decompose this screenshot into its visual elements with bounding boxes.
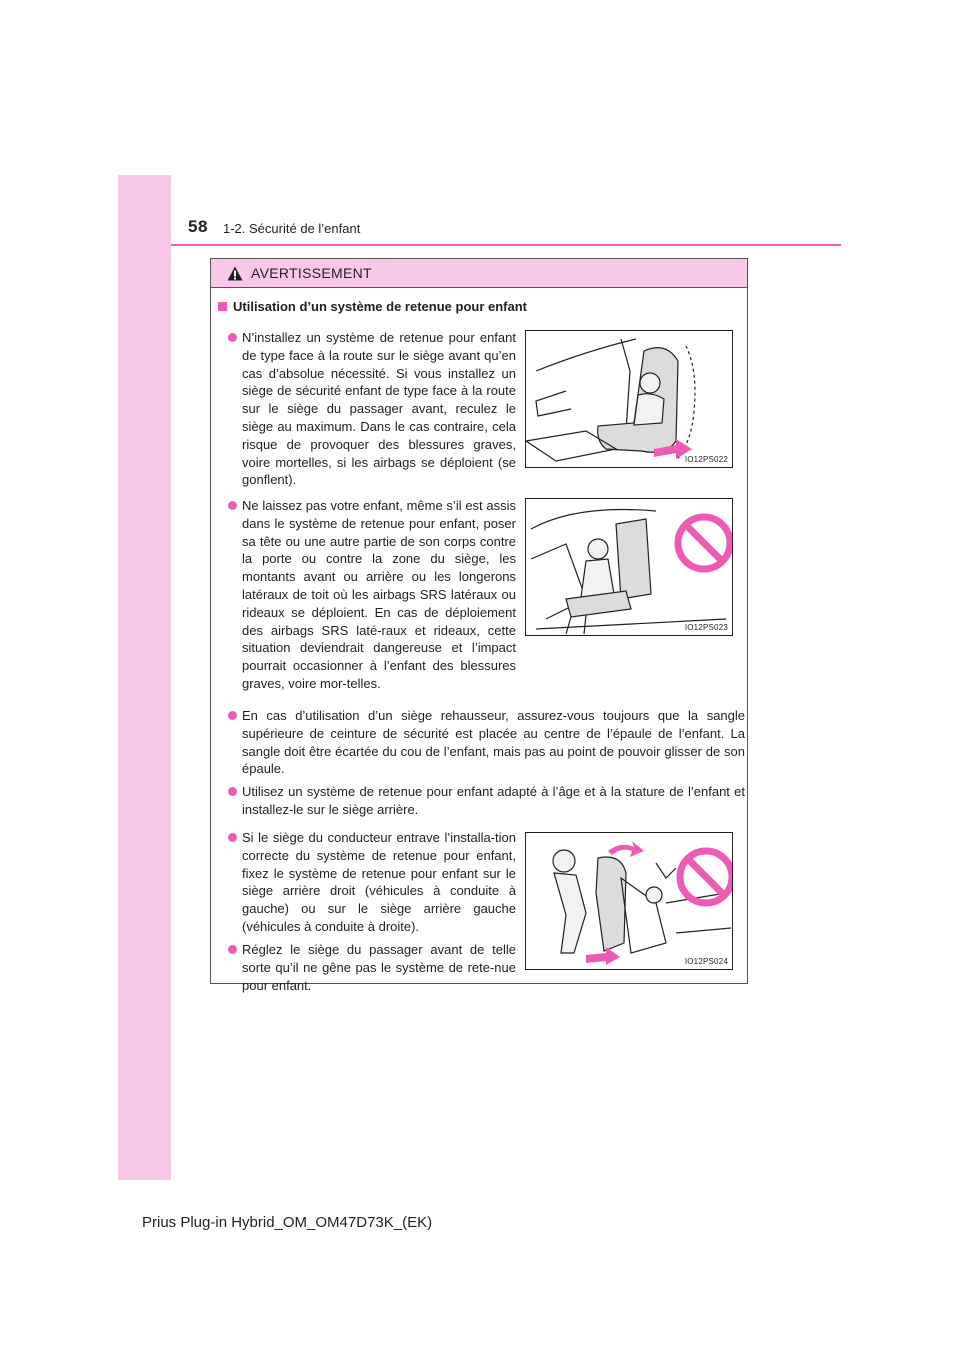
- bullet-dot-icon: [228, 787, 237, 796]
- bullet-text: Ne laissez pas votre enfant, même s’il est assis dans le système de retenue pour enfant, poser sa tête ou une autre partie de son corps contre la porte ou contre la zone du siège, les montants avant ou arrière ou les longerons latéraux de toit où les airbags SRS latéraux ou rideaux se déploient. En cas de déploiement des airbags SRS laté-raux et rideaux, cette situation deviendrait dangereuse et l’impact pourrait occasionner à l’enfant des blessures graves, voire mor-telles.: [242, 498, 516, 691]
- bullet-item: [225, 941, 516, 994]
- bullet-item: [225, 783, 745, 819]
- bullet-dot-icon: [228, 501, 237, 510]
- warning-header: [211, 259, 747, 288]
- warning-subheading: [218, 299, 527, 314]
- header-rule: [171, 244, 841, 246]
- subheading-text: Utilisation d’un système de retenue pour enfant: [233, 299, 527, 314]
- square-bullet-icon: [218, 302, 227, 311]
- figure-forward-facing-seat: [525, 330, 733, 468]
- warning-triangle-icon: [227, 266, 243, 281]
- bullet-dot-icon: [228, 945, 237, 954]
- bullet-text: Utilisez un système de retenue pour enfant adapté à l’âge et à la stature de l’enfant et installez-le sur le siège arrière.: [242, 784, 745, 817]
- bullet-text: Réglez le siège du passager avant de telle sorte qu’il ne gêne pas le système de rete-nue pour enfant.: [242, 942, 516, 993]
- seat-adjust-illustration: [526, 833, 732, 969]
- section-title: 1-2. Sécurité de l’enfant: [223, 221, 361, 236]
- child-seat-front-illustration: [526, 331, 732, 467]
- bullet-item: [225, 329, 516, 489]
- figure-code: IO12PS023: [684, 623, 728, 632]
- bullet-item: [225, 707, 745, 778]
- side-tab-band: [118, 175, 171, 1180]
- figure-adjust-front-seat: [525, 832, 733, 970]
- page-number: 58: [188, 217, 208, 236]
- bullet-text: Si le siège du conducteur entrave l’installa-tion correcte du système de retenue pour enfant, fixez le système de retenue pour enfant sur le siège arrière droit (véhicules à conduite à gauche) ou sur le siège arrière gauche (véhicules à conduite à droite).: [242, 830, 516, 934]
- child-booster-illustration: [526, 499, 732, 635]
- bullet-dot-icon: [228, 833, 237, 842]
- warning-box: [210, 258, 748, 993]
- bullet-text: En cas d’utilisation d’un siège rehausseur, assurez-vous toujours que la sangle supérieure de ceinture de sécurité est placée au centre de l’épaule de l’enfant. La sangle doit être écartée du cou de l’enfant, mais pas au point de pouvoir glisser de son épaule.: [242, 708, 745, 777]
- figure-code: IO12PS024: [684, 957, 728, 966]
- bullet-dot-icon: [228, 711, 237, 720]
- bullet-text: N’installez un système de retenue pour enfant de type face à la route sur le siège avant qu’en cas d’absolue nécessité. Si vous installez un siège de sécurité enfant de type face à la route sur le siège du passager avant, reculez le siège au maximum. Dans le cas contraire, cela risque de provoquer des blessures graves, voire mortelles, si les airbags se déploient (se gonflent).: [242, 330, 516, 488]
- bullet-item: [225, 829, 516, 936]
- bullet-item: [225, 497, 516, 693]
- footer-model-code: Prius Plug-in Hybrid_OM_OM47D73K_(EK): [142, 1214, 433, 1231]
- figure-child-near-door: [525, 498, 733, 636]
- bullet-dot-icon: [228, 333, 237, 342]
- warning-title: AVERTISSEMENT: [251, 265, 372, 281]
- figure-code: IO12PS022: [684, 455, 728, 464]
